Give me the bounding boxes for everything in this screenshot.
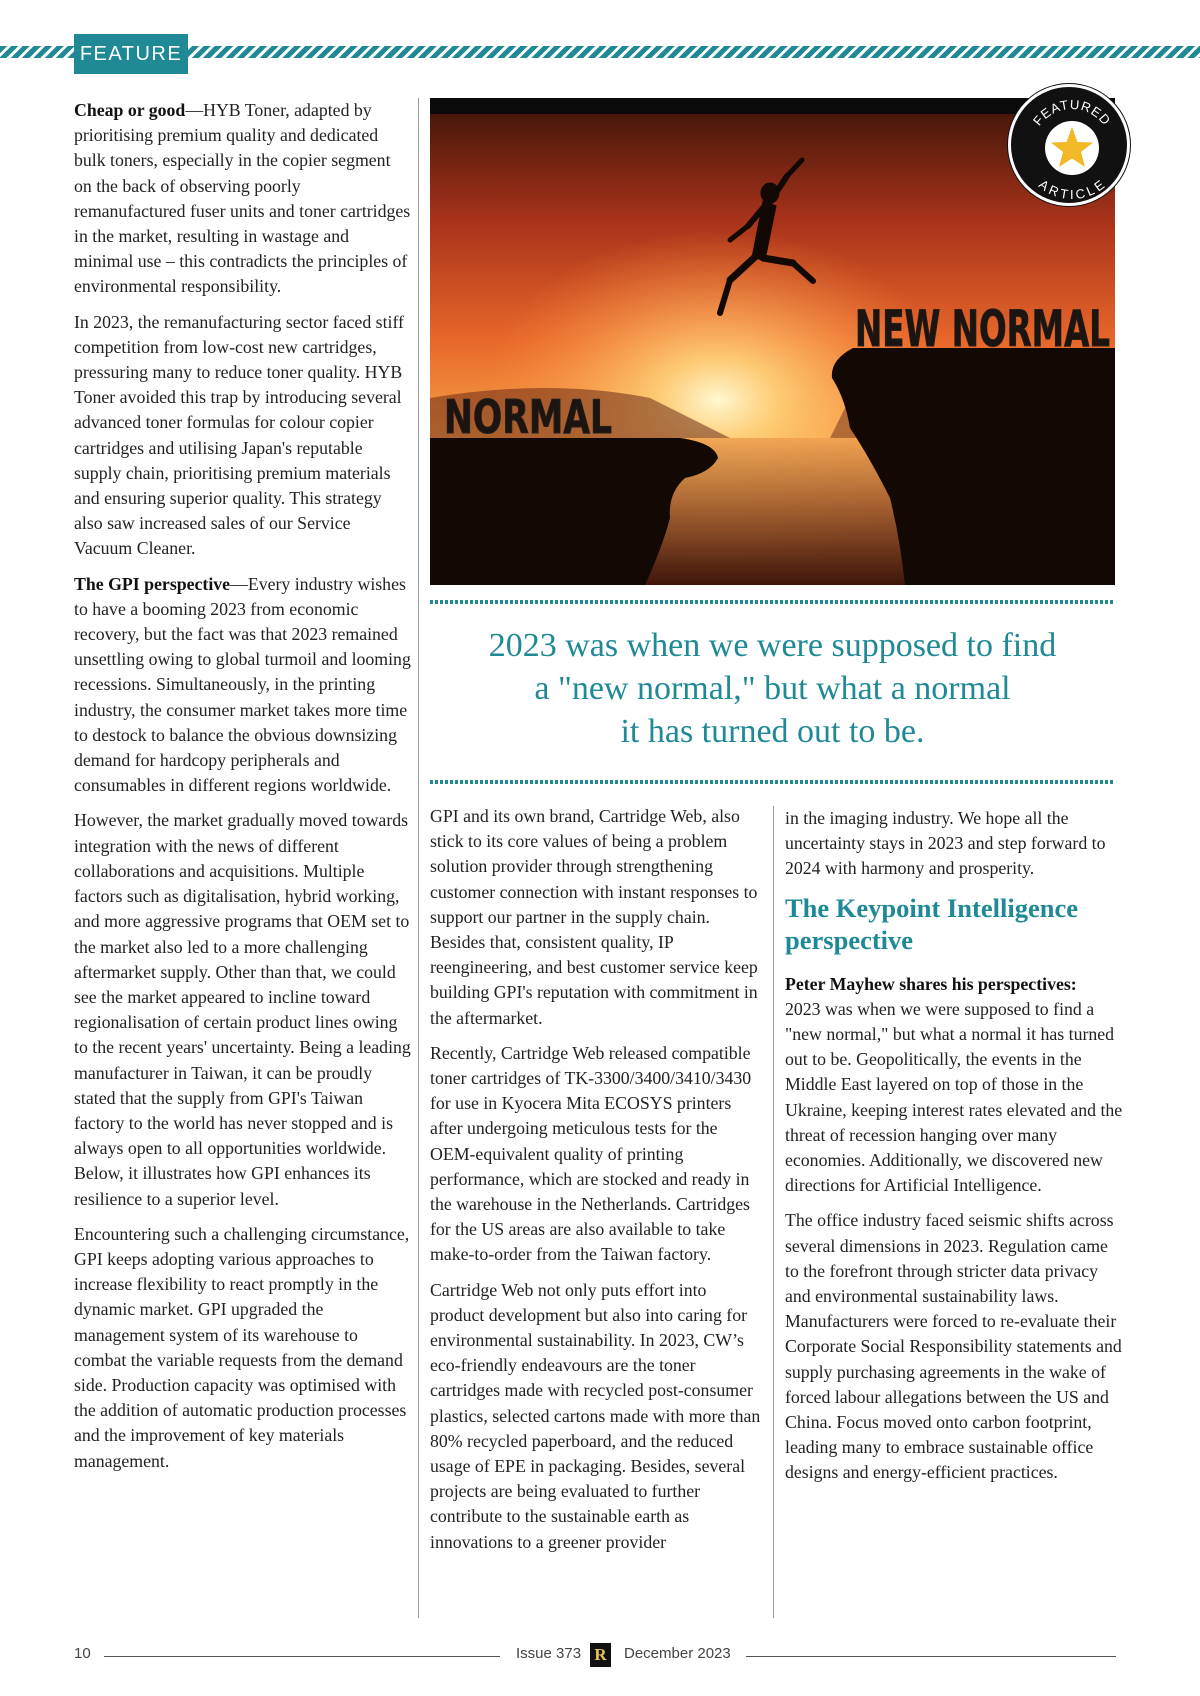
- svg-text:ARTICLE: [1036, 177, 1108, 203]
- pullquote-line: a "new normal," but what a normal: [534, 670, 1011, 707]
- pullquote-rule-top: [430, 600, 1115, 604]
- paragraph: in the imaging industry. We hope all the uncertainty stays in 2023 and step forward to 2024 with harmony and prosperity.: [785, 808, 1106, 879]
- paragraph: [74, 98, 412, 300]
- paragraph: [785, 972, 1125, 1199]
- paragraph: However, the market gradually moved towards integration with the news of different collaborations and acquisitions. Multiple factors such as digitalisation, hybrid working, and more aggressive programs that OEM set to the market also led to a more challenging aftermarket supply. Other than that, we could see the market appeared to incline toward regionalisation of certain product lines owing to the recent years' uncertainty. Being a leading manufacturer in Taiwan, it can be proudly stated that the supply from GPI's Taiwan factory to the world has never stopped and is always open to all opportunities worldwide. Below, it illustrates how GPI enhances its resilience to a superior level.: [74, 810, 411, 1209]
- page-number: 10: [74, 1645, 91, 1662]
- pullquote-line: 2023 was when we were supposed to find: [488, 627, 1057, 664]
- section-heading: The Keypoint Intelligence perspective: [785, 892, 1078, 955]
- paragraph-lead: The GPI perspective: [74, 573, 231, 594]
- paragraph-body: —HYB Toner, adapted by prioritising premium quality and dedicated bulk toners, especially in the copier segment on the back of observing poorly remanufactured fuser units and toner cartridges in the market, resulting in wastage and minimal use – this contradicts the principles of environmental responsibility.: [74, 100, 411, 297]
- paragraph: In 2023, the remanufacturing sector faced stiff competition from low-cost new cartridges, pressuring many to reduce toner quality. HYB Toner avoided this trap by introducing several advanced toner formulas for colour copier cartridges and utilising Japan's reputable supply chain, prioritising premium materials and ensuring superior quality. This strategy also saw increased sales of our Service Vacuum Cleaner.: [74, 311, 404, 559]
- paragraph: [74, 572, 412, 799]
- hero-word-new-normal: NEW NORMAL: [855, 300, 1110, 358]
- paragraph-lead: Cheap or good: [74, 100, 186, 120]
- paragraph: Encountering such a challenging circumstance, GPI keeps adopting various approaches to increase flexibility to react promptly in the dynamic market. GPI upgraded the management system of its warehouse to combat the variable requests from the demand side. Production capacity was optimised with the addition of automatic production processes and the improvement of key materials management.: [74, 1223, 410, 1471]
- paragraph-body: —Every industry wishes to have a booming 2023 from economic recovery, but the fact was that 2023 remained unsettling owing to global turmoil and looming recessions. Simultaneously, in the printing industry, the consumer market takes more time to destock to balance the obvious downsizing demand for hardcopy peripherals and consumables in different regions worldwide.: [74, 573, 411, 796]
- pullquote: [430, 624, 1115, 753]
- paragraph: GPI and its own brand, Cartridge Web, also stick to its core values of being a problem solution provider through strengthening customer connection with instant responses to support our partner in the supply chain. Besides that, consistent quality, IP reengineering, and best customer service keep building GPI's reputation with commitment in the aftermarket.: [430, 806, 758, 1028]
- badge-graphic: [1011, 87, 1133, 209]
- column-divider: [773, 806, 774, 1618]
- paragraph-lead: Peter Mayhew shares his perspectives:: [785, 973, 1077, 994]
- badge-text-article: ARTICLE: [1036, 176, 1108, 203]
- article-column-2: [430, 804, 764, 1565]
- article-column-1: [74, 98, 412, 1484]
- badge-text-featured: FEATURED: [1029, 96, 1114, 129]
- paragraph-body: 2023 was when we were supposed to find a "new normal," but what a normal it has turned out to be. Geopolitically, the events in the Middle East layered on top of those in the Ukraine, keeping interest rates elevated and the threat of recession hanging over many economies. Additionally, we discovered new directions for Artificial Intelligence.: [785, 998, 1123, 1196]
- magazine-logo: R: [590, 1643, 611, 1667]
- pullquote-rule-bottom: [430, 780, 1115, 784]
- paragraph: Recently, Cartridge Web released compatible toner cartridges of TK-3300/3400/3410/3430 for use in Kyocera Mita ECOSYS printers after undergoing meticulous tests for the OEM-equivalent quality of printing performance, which are stocked and ready in the warehouse in the Netherlands. Cartridges for the US areas are also available to take make-to-order from the Taiwan factory.: [430, 1042, 752, 1265]
- pullquote-line: it has turned out to be.: [620, 713, 925, 750]
- hero-word-normal: NORMAL: [444, 390, 612, 444]
- footer-rule-left: [104, 1656, 500, 1657]
- paragraph: Cartridge Web not only puts effort into product development but also into caring for environmental sustainability. In 2023, CW’s eco-friendly endeavours are the toner cartridges made with recycled post-consumer plastics, selected cartons made with more than 80% recycled paperboard, and the reduced usage of EPE in packaging. Besides, several projects are being evaluated to further contribute to the sustainable earth as innovations to a greener provider: [430, 1279, 761, 1552]
- featured-article-badge: [1008, 84, 1130, 206]
- section-tab: FEATURE: [74, 34, 188, 74]
- article-column-3: [785, 806, 1125, 1496]
- column-divider: [418, 98, 419, 1618]
- issue-date: December 2023: [624, 1645, 731, 1662]
- paragraph: The office industry faced seismic shifts across several dimensions in 2023. Regulation came to the forefront through stricter data privacy and environmental sustainability laws. Manufacturers were forced to re-evaluate their Corporate Social Responsibility statements and supply purchasing agreements in the wake of forced labour allegations between the US and China. Focus moved onto carbon footprint, leading many to embrace sustainable office designs and energy-efficient practices.: [785, 1210, 1122, 1483]
- footer-rule-right: [746, 1656, 1116, 1657]
- issue-label: Issue 373: [516, 1645, 582, 1662]
